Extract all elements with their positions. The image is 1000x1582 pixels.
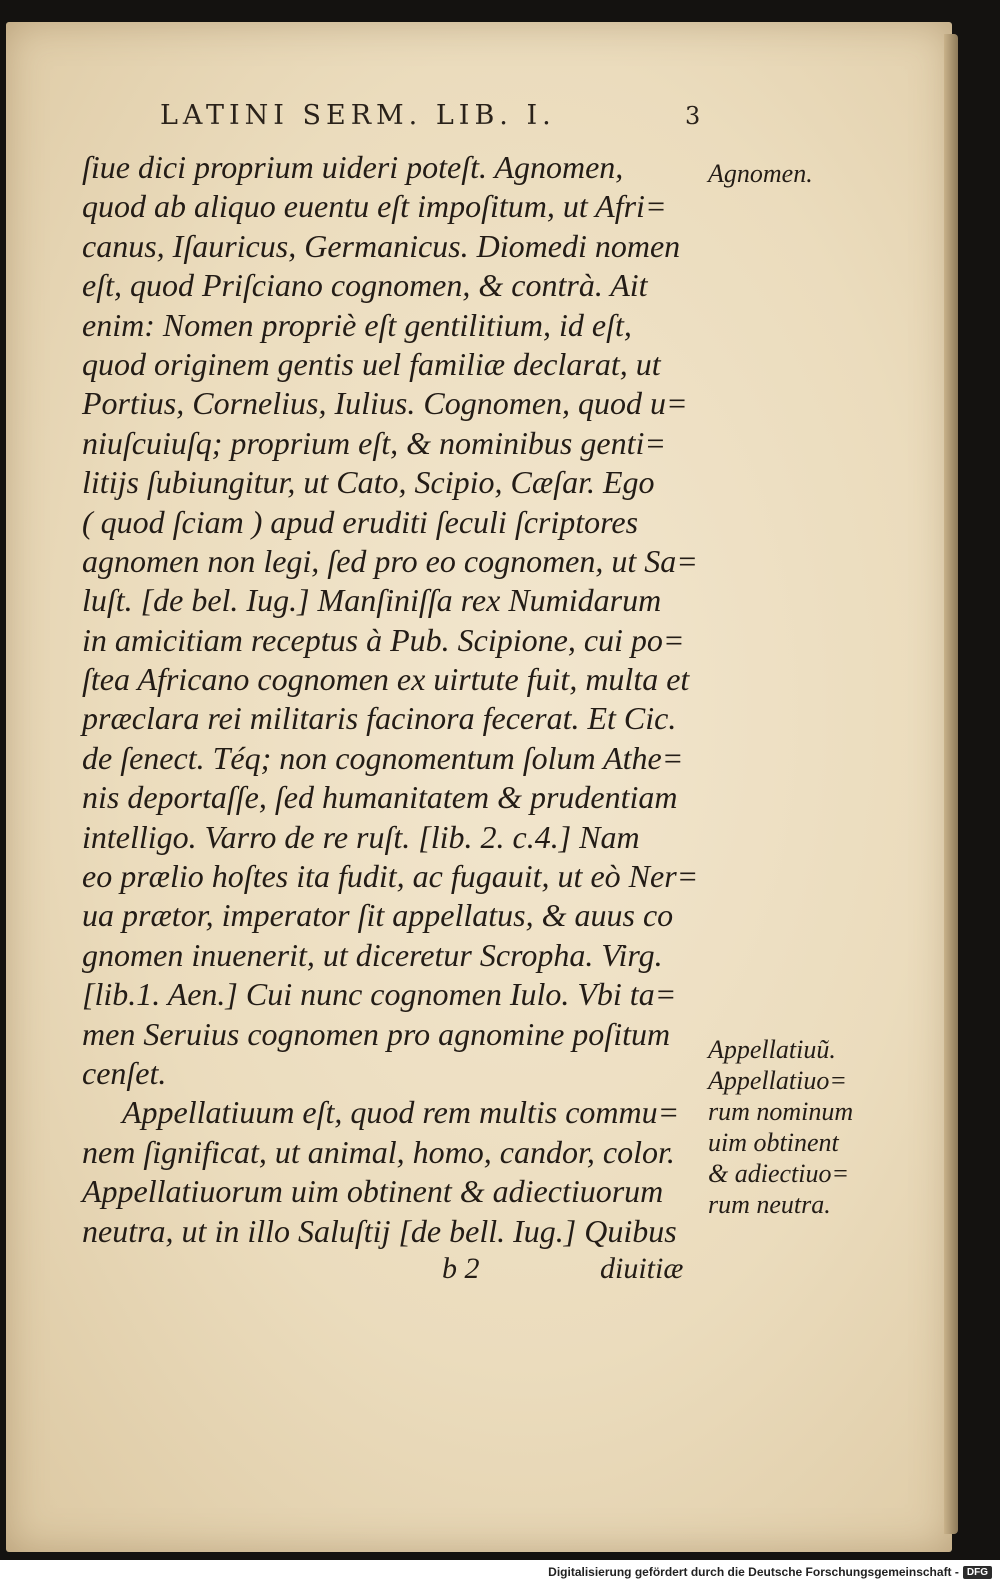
signature-mark: b 2 [442, 1252, 480, 1285]
text-line: ſiue dici proprium uideri poteſt. Agnomen, [82, 149, 624, 185]
text-line: agnomen non legi, ſed pro eo cognomen, ut Sa= [82, 542, 698, 579]
text-line: gnomen inuenerit, ut diceretur Scropha. Virg. [82, 936, 663, 973]
margin-note-line: rum neutra. [708, 1190, 831, 1219]
margin-note-line: Appellatiuũ. [708, 1035, 836, 1064]
margin-note-line: rum nominum [708, 1097, 854, 1126]
text-line: ua prætor, imperator ſit appellatus, & auus co [82, 897, 674, 934]
text-line: ſtea Africano cognomen ex uirtute fuit, multa et [82, 661, 690, 698]
margin-note-line: Appellatiuo= [708, 1066, 847, 1095]
funding-footer [548, 1562, 992, 1582]
margin-note-line: uim obtinent [708, 1128, 839, 1157]
text-line: Portius, Cornelius, Iulius. Cognomen, quod u= [82, 385, 688, 422]
page-edge [944, 34, 958, 1534]
text-line: Appellatiuorum uim obtinent & adiectiuorum [82, 1173, 664, 1210]
text-line: quod ab aliquo euentu eſt impoſitum, ut Afri= [82, 188, 667, 225]
dfg-logo: DFG [963, 1566, 992, 1579]
margin-note-line: Agnomen. [708, 159, 813, 188]
catchline [82, 1252, 702, 1288]
main-text [82, 148, 702, 1251]
text-line: in amicitiam receptus à Pub. Scipione, cui po= [82, 621, 685, 658]
text-line: nis deportaſſe, ſed humanitatem & prudentiam [82, 779, 678, 816]
paragraph-start-line: Appellatiuum eſt, quod rem multis commu= [122, 1094, 680, 1131]
text-line: nem ſignificat, ut animal, homo, candor, color. [82, 1133, 675, 1170]
text-line: eo prælio hoſtes ita fudit, ac fugauit, ut eò Ner= [82, 858, 699, 895]
text-line: ( quod ſciam ) apud eruditi ſeculi ſcriptores [82, 503, 639, 540]
text-line: quod originem gentis uel familiæ declarat, ut [82, 345, 661, 382]
text-line: præclara rei militaris facinora fecerat. Et Cic. [82, 700, 677, 737]
catchword: diuitiæ [600, 1252, 684, 1285]
text-line: cenſet. [82, 1054, 167, 1091]
footer-text: Digitalisierung gefördert durch die Deutsche Forschungsgemeinschaft - [548, 1565, 959, 1579]
text-line: de ſenect. Téq; non cognomentum ſolum Athe= [82, 739, 684, 776]
text-line: niuſcuiuſq; proprium eſt, & nominibus genti= [82, 424, 666, 461]
text-line: canus, Iſauricus, Germanicus. Diomedi nomen [82, 227, 681, 264]
text-line: eſt, quod Priſciano cognomen, & contrà. Ait [82, 267, 648, 304]
text-line: luſt. [de bel. Iug.] Manſiniſſa rex Numidarum [82, 582, 662, 619]
text-line: enim: Nomen propriè eſt gentilitium, id eſt, [82, 306, 632, 343]
text-line: litijs ſubiungitur, ut Cato, Scipio, Cæſar. Ego [82, 464, 655, 501]
margin-note-appellatiuum [708, 1034, 853, 1220]
text-line: intelligo. Varro de re ruſt. [lib. 2. c.4.] Nam [82, 818, 640, 855]
text-line: neutra, ut in illo Saluſtij [de bell. Iug.] Quibus [82, 1212, 677, 1249]
text-line: [lib.1. Aen.] Cui nunc cognomen Iulo. Vbi ta= [82, 976, 677, 1013]
running-head: LATINI SERM. LIB. I. [160, 100, 556, 131]
text-line: men Seruius cognomen pro agnomine poſitum [82, 1015, 671, 1052]
margin-note-line: & adiectiuo= [708, 1159, 850, 1188]
page-number: 3 [685, 102, 701, 130]
margin-note-agnomen [708, 158, 813, 189]
